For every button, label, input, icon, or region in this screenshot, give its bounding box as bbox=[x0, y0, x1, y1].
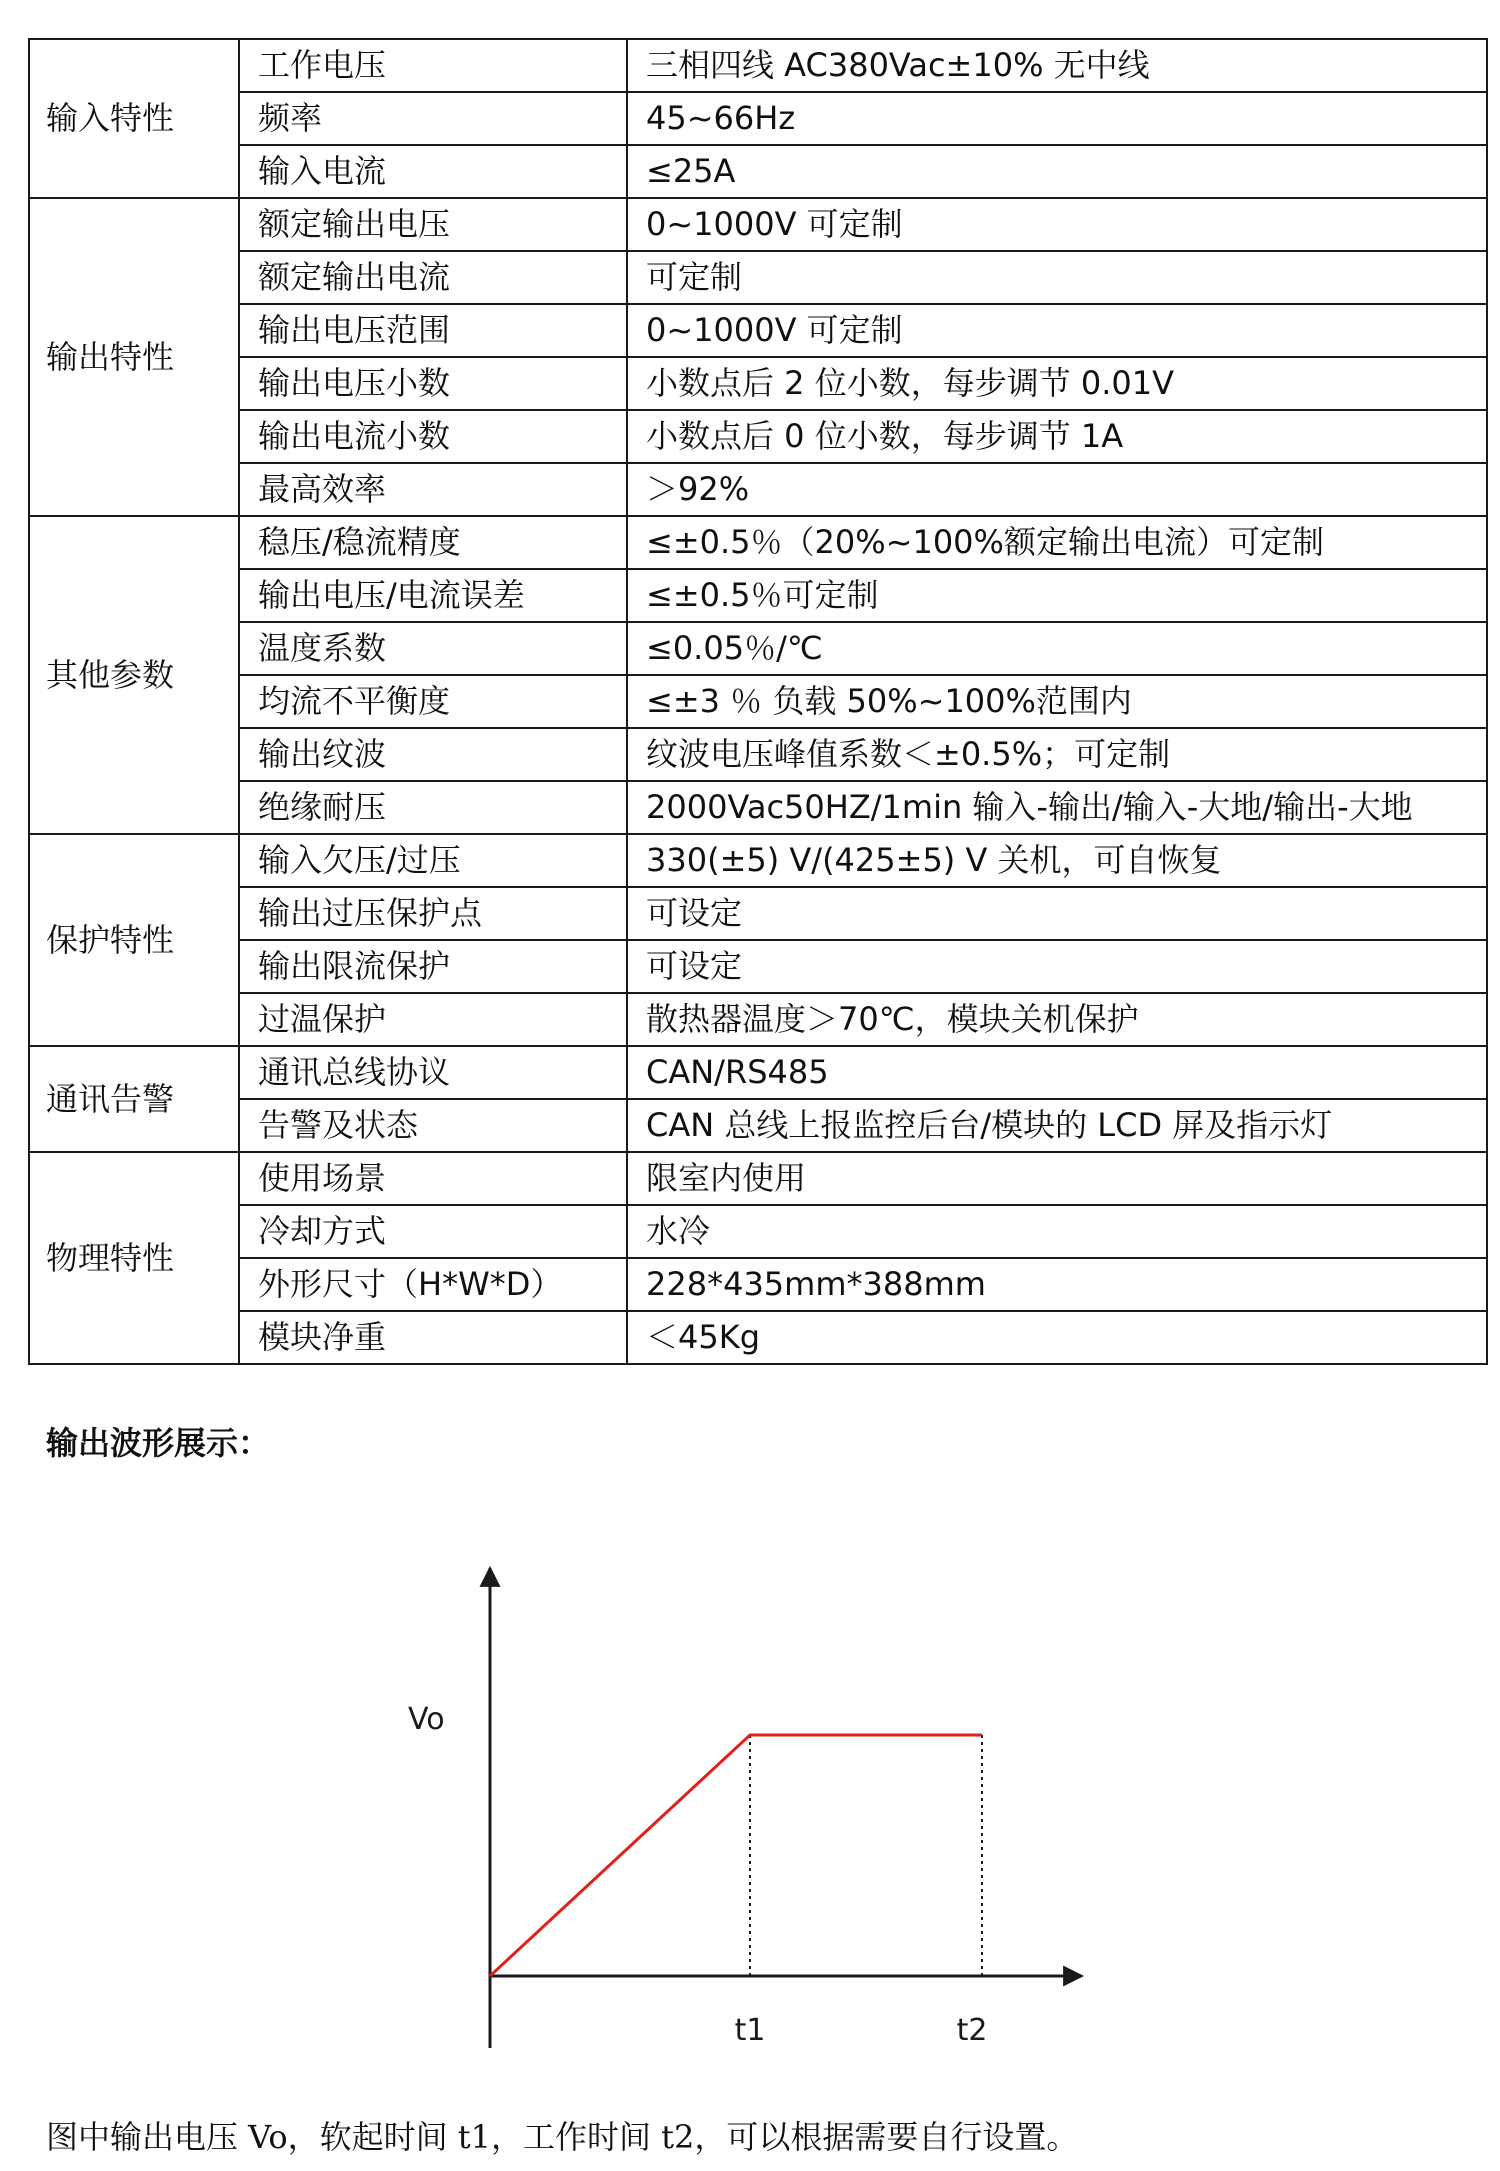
spec-param-name: 输出电流小数 bbox=[239, 410, 627, 463]
spec-param-value: ≤25A bbox=[627, 145, 1487, 198]
spec-param-name: 稳压/稳流精度 bbox=[239, 516, 627, 569]
spec-param-name: 频率 bbox=[239, 92, 627, 145]
output-voltage-line bbox=[490, 1735, 982, 1976]
spec-param-name: 使用场景 bbox=[239, 1152, 627, 1205]
spec-param-name: 绝缘耐压 bbox=[239, 781, 627, 834]
spec-group-label: 通讯告警 bbox=[29, 1046, 239, 1152]
spec-param-name: 输出电压/电流误差 bbox=[239, 569, 627, 622]
spec-param-value: ≤±0.5％（20%~100%额定输出电流）可定制 bbox=[627, 516, 1487, 569]
waveform-caption: 图中输出电压 Vo，软起时间 t1，工作时间 t2，可以根据需要自行设置。 bbox=[46, 2118, 1079, 2156]
spec-group-label: 保护特性 bbox=[29, 834, 239, 1046]
spec-param-name: 输出限流保护 bbox=[239, 940, 627, 993]
spec-param-value: ＜45Kg bbox=[627, 1311, 1487, 1364]
spec-param-name: 输出过压保护点 bbox=[239, 887, 627, 940]
spec-param-name: 外形尺寸（H*W*D） bbox=[239, 1258, 627, 1311]
spec-param-name: 工作电压 bbox=[239, 39, 627, 92]
spec-param-value: 限室内使用 bbox=[627, 1152, 1487, 1205]
spec-param-name: 输出电压范围 bbox=[239, 304, 627, 357]
spec-param-value: 水冷 bbox=[627, 1205, 1487, 1258]
spec-param-value: 可设定 bbox=[627, 940, 1487, 993]
spec-param-value: 三相四线 AC380Vac±10% 无中线 bbox=[627, 39, 1487, 92]
spec-param-name: 输出电压小数 bbox=[239, 357, 627, 410]
spec-param-name: 额定输出电压 bbox=[239, 198, 627, 251]
spec-param-value: 小数点后 0 位小数，每步调节 1A bbox=[627, 410, 1487, 463]
spec-param-value: ≤0.05％/℃ bbox=[627, 622, 1487, 675]
spec-param-name: 告警及状态 bbox=[239, 1099, 627, 1152]
spec-group-label: 其他参数 bbox=[29, 516, 239, 834]
spec-param-value: ≤±3 ％ 负载 50%~100%范围内 bbox=[627, 675, 1487, 728]
spec-param-name: 输入欠压/过压 bbox=[239, 834, 627, 887]
spec-param-name: 通讯总线协议 bbox=[239, 1046, 627, 1099]
spec-param-value: 可设定 bbox=[627, 887, 1487, 940]
spec-group-label: 输入特性 bbox=[29, 39, 239, 198]
spec-param-value: 228*435mm*388mm bbox=[627, 1258, 1487, 1311]
x-tick-t1: t1 bbox=[734, 2013, 766, 2048]
spec-param-name: 冷却方式 bbox=[239, 1205, 627, 1258]
spec-param-name: 额定输出电流 bbox=[239, 251, 627, 304]
spec-group-label: 输出特性 bbox=[29, 198, 239, 516]
spec-param-name: 最高效率 bbox=[239, 463, 627, 516]
spec-param-name: 过温保护 bbox=[239, 993, 627, 1046]
spec-param-name: 模块净重 bbox=[239, 1311, 627, 1364]
spec-param-value: CAN 总线上报监控后台/模块的 LCD 屏及指示灯 bbox=[627, 1099, 1487, 1152]
spec-param-value: CAN/RS485 bbox=[627, 1046, 1487, 1099]
spec-param-name: 温度系数 bbox=[239, 622, 627, 675]
spec-param-value: 纹波电压峰值系数＜±0.5%；可定制 bbox=[627, 728, 1487, 781]
spec-param-value: 45~66Hz bbox=[627, 92, 1487, 145]
spec-param-value: 可定制 bbox=[627, 251, 1487, 304]
spec-param-value: 330(±5) V/(425±5) V 关机，可自恢复 bbox=[627, 834, 1487, 887]
x-tick-t2: t2 bbox=[956, 2013, 988, 2048]
spec-param-name: 均流不平衡度 bbox=[239, 675, 627, 728]
spec-param-value: 0~1000V 可定制 bbox=[627, 304, 1487, 357]
waveform-heading: 输出波形展示： bbox=[46, 1424, 271, 1462]
y-axis-label: Vo bbox=[408, 1702, 445, 1737]
spec-param-value: ≤±0.5％可定制 bbox=[627, 569, 1487, 622]
spec-group-label: 物理特性 bbox=[29, 1152, 239, 1364]
spec-param-value: ＞92% bbox=[627, 463, 1487, 516]
spec-param-name: 输出纹波 bbox=[239, 728, 627, 781]
spec-param-value: 小数点后 2 位小数，每步调节 0.01V bbox=[627, 357, 1487, 410]
spec-param-value: 散热器温度＞70℃，模块关机保护 bbox=[627, 993, 1487, 1046]
spec-param-value: 0~1000V 可定制 bbox=[627, 198, 1487, 251]
spec-param-name: 输入电流 bbox=[239, 145, 627, 198]
spec-param-value: 2000Vac50HZ/1min 输入-输出/输入-大地/输出-大地 bbox=[627, 781, 1487, 834]
